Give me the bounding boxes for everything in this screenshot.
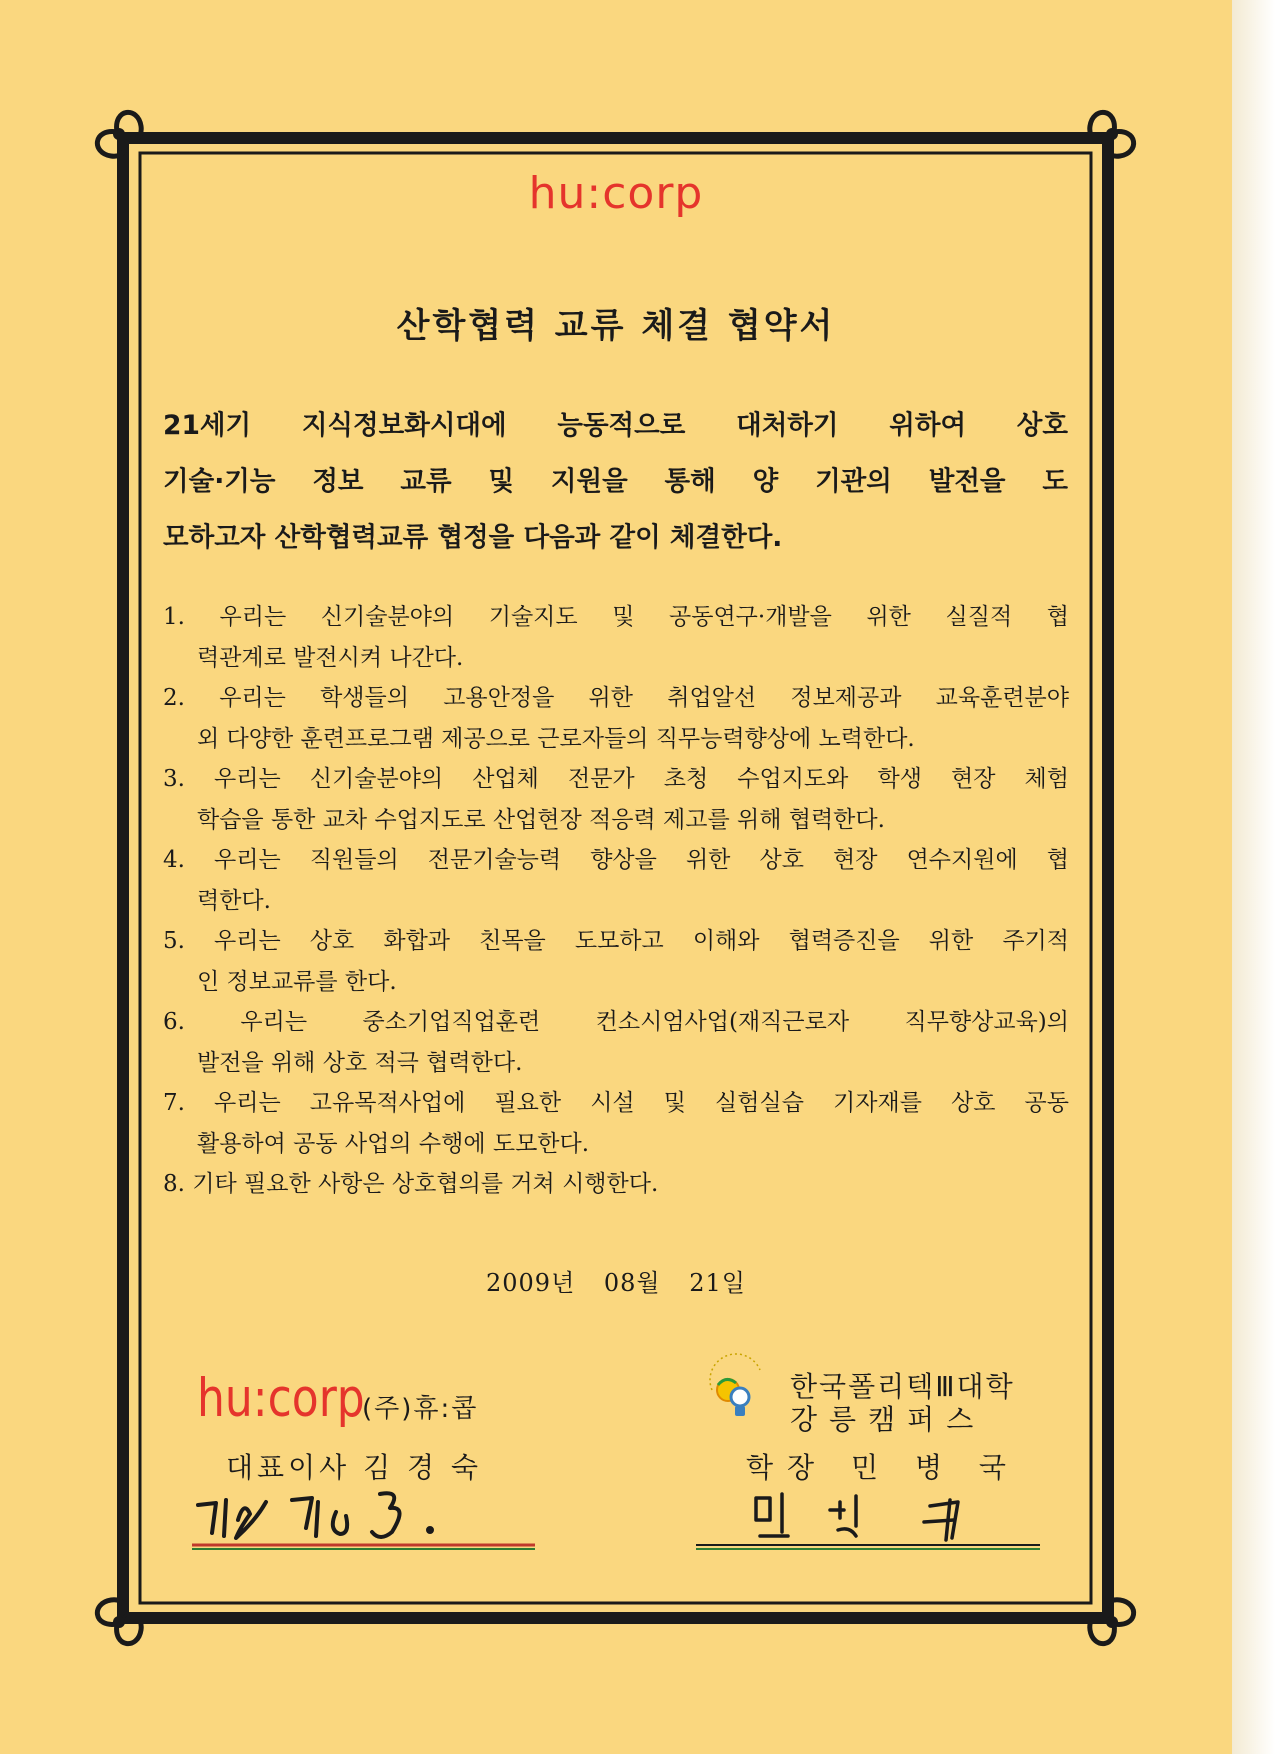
hucorp-logo: hu:corp (528, 168, 704, 219)
clause-line: 1. 우리는 신기술분야의 기술지도 및 공동연구·개발을 위한 실질적 협 (163, 604, 1069, 630)
preamble-line: 모하고자 산학협력교류 협정을 다음과 같이 체결한다. (163, 522, 783, 553)
preamble-line: 21세기 지식정보화시대에 능동적으로 대처하기 위하여 상호 (163, 410, 1068, 441)
clause-line: 7. 우리는 고유목적사업에 필요한 시설 및 실험실습 기자재를 상호 공동 (163, 1090, 1069, 1116)
left-representative: 대표이사 김 경 숙 (226, 1451, 483, 1484)
date-day: 21일 (689, 1269, 746, 1297)
right-representative: 학장 민 병 국 (746, 1451, 1020, 1484)
clause-line: 학습을 통한 교차 수업지도로 산업현장 적응력 제고를 위해 협력한다. (197, 806, 885, 833)
clause-line: 5. 우리는 상호 화합과 친목을 도모하고 이해와 협력증진을 위한 주기적 (163, 928, 1069, 954)
clause-line: 발전을 위해 상호 적극 협력한다. (197, 1049, 523, 1076)
clause-line: 3. 우리는 신기술분야의 산업체 전문가 초청 수업지도와 학생 현장 체험 (163, 766, 1069, 792)
clause-line: 인 정보교류를 한다. (197, 968, 397, 995)
clause-line: 8. 기타 필요한 사항은 상호협의를 거쳐 시행한다. (163, 1171, 659, 1197)
left-signature (198, 1493, 432, 1538)
right-signature (756, 1494, 958, 1540)
clause-line: 력한다. (197, 887, 271, 914)
left-company-name: (주)휴:콥 (362, 1394, 479, 1424)
scan-edge (1232, 0, 1275, 1754)
clause-line: 외 다양한 훈련프로그램 제공으로 근로자들의 직무능력향상에 노력한다. (197, 725, 915, 752)
institution-name: 한국폴리텍Ⅲ대학 (790, 1370, 1015, 1403)
date-year: 2009년 (485, 1269, 576, 1297)
clause-line: 4. 우리는 직원들의 전문기술능력 향상을 위한 상호 현장 연수지원에 협 (163, 847, 1069, 873)
hucorp-logo-small: hu:corp (197, 1368, 365, 1430)
campus-name: 강릉캠퍼스 (790, 1403, 986, 1436)
clause-line: 2. 우리는 학생들의 고용안정을 위한 취업알선 정보제공과 교육훈련분야 (163, 685, 1069, 711)
document-title: 산학협력 교류 체결 협약서 (396, 306, 836, 346)
date-month: 08월 (603, 1269, 661, 1297)
clause-line: 6. 우리는 중소기업직업훈련 컨소시엄사업(재직근로자 직무향상교육)의 (163, 1009, 1069, 1035)
clause-line: 활용하여 공동 사업의 수행에 도모한다. (197, 1130, 590, 1157)
preamble-line: 기술·기능 정보 교류 및 지원을 통해 양 기관의 발전을 도 (163, 466, 1068, 497)
clause-line: 력관계로 발전시켜 나간다. (197, 644, 464, 671)
